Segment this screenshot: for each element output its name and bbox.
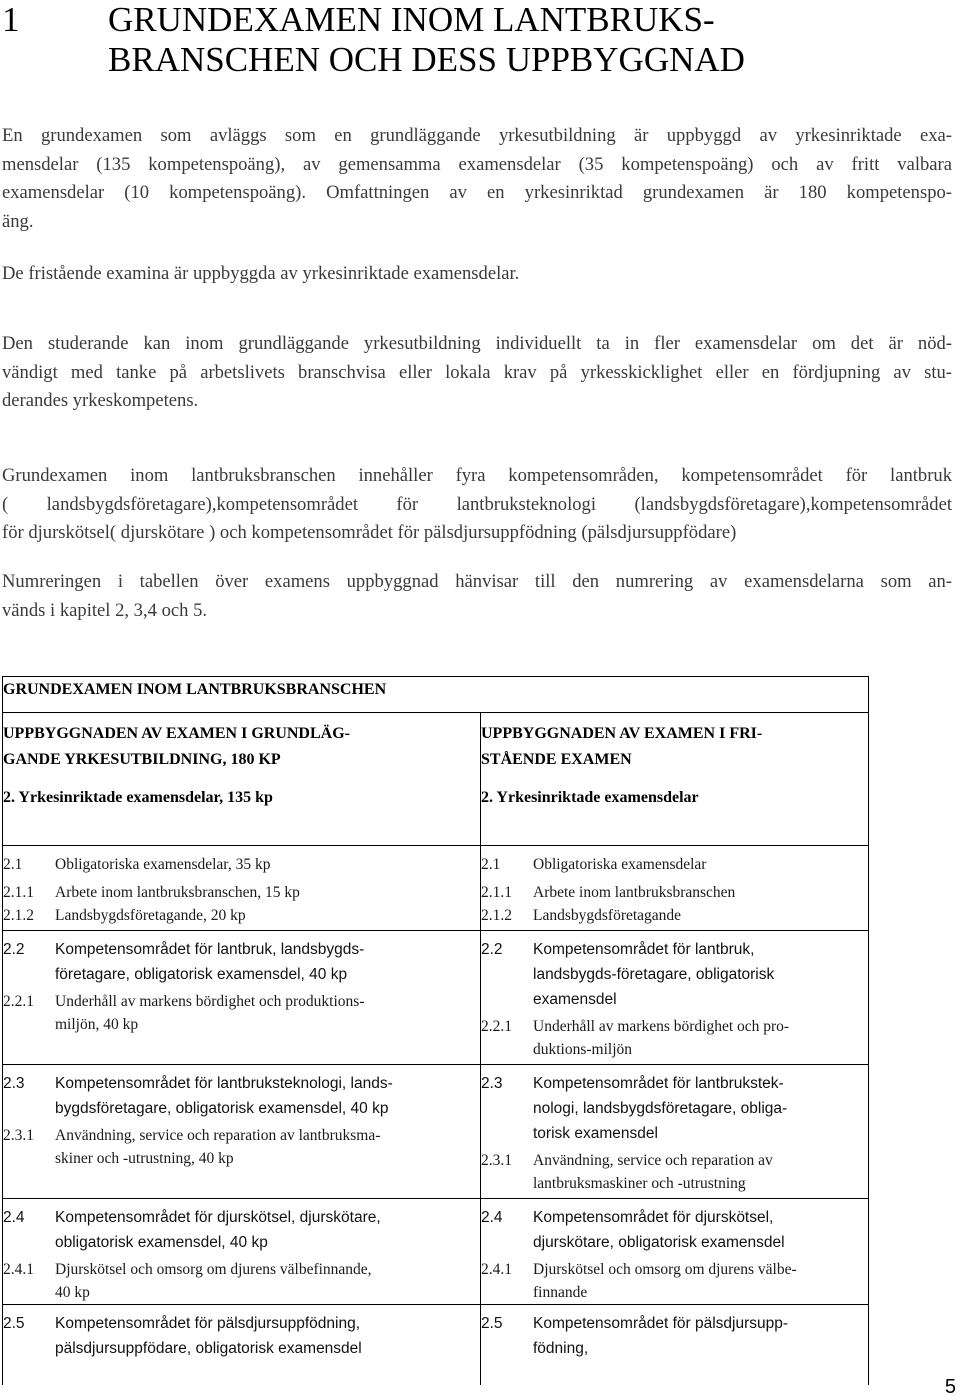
left-section-2-1 bbox=[3, 846, 481, 931]
item-text bbox=[533, 1311, 868, 1361]
item-text bbox=[533, 937, 868, 1012]
item-text-line: företagare, obligatorisk examensdel, 40 kp bbox=[55, 966, 348, 983]
item-text: Obligatoriska examensdelar, 35 kp bbox=[55, 856, 271, 873]
chapter-number: 1 bbox=[2, 0, 20, 39]
chapter-title bbox=[108, 0, 948, 80]
item-text-line: Användning, service och reparation av lantbruksma- bbox=[55, 1127, 381, 1144]
item-text-line: Kompetensområdet för djurskötsel, bbox=[533, 1209, 774, 1226]
header-line: GANDE YRKESUTBILDNING, 180 KP bbox=[3, 751, 281, 768]
list-item bbox=[3, 1258, 480, 1304]
item-text bbox=[533, 1258, 868, 1304]
item-text: Arbete inom lantbruksbranschen bbox=[533, 884, 736, 901]
item-text-line: lantbruksmaskiner och -utrustning bbox=[533, 1175, 746, 1192]
item-text-line: nologi, landsbygdsföretagare, obliga- bbox=[533, 1100, 788, 1117]
list-item bbox=[3, 990, 480, 1036]
text-line: vänds i kapitel 2, 3,4 och 5. bbox=[2, 599, 208, 621]
item-text-line: Djurskötsel och omsorg om djurens välbefinnande, bbox=[55, 1261, 372, 1278]
list-item bbox=[481, 1149, 868, 1195]
list-item bbox=[3, 1311, 480, 1361]
text-line: Den studerande kan inom grundläggande yrkesutbildning individuellt ta in fler examensdelar om det är nöd- bbox=[2, 333, 952, 354]
text-line: äng. bbox=[2, 210, 34, 232]
item-text bbox=[55, 1258, 480, 1304]
item-number: 2.3 bbox=[481, 1075, 503, 1092]
list-item bbox=[481, 881, 868, 904]
list-item bbox=[481, 1258, 868, 1304]
item-text-line: Kompetensområdet för lantbrukstek- bbox=[533, 1075, 784, 1092]
item-number: 2.4.1 bbox=[3, 1261, 34, 1278]
header-line: UPPBYGGNADEN AV EXAMEN I GRUNDLÄG- bbox=[3, 725, 350, 742]
left-header bbox=[3, 713, 480, 773]
left-subheader: 2. Yrkesinriktade examensdelar, 135 kp bbox=[3, 789, 273, 806]
item-text-line: Djurskötsel och omsorg om djurens välbe- bbox=[533, 1261, 797, 1278]
text-line: En grundexamen som avläggs som en grundläggande yrkesutbildning är uppbyggd av yrkesinriktade exa- bbox=[2, 125, 952, 146]
right-section-2-1 bbox=[481, 846, 869, 931]
item-number: 2.2.1 bbox=[481, 1018, 512, 1035]
item-text-line: examensdel bbox=[533, 991, 617, 1008]
item-text: Landsbygdsföretagande bbox=[533, 907, 682, 924]
text-line: ( landsbygdsföretagare),kompetensområdet för lantbruksteknologi (landsbygdsföretagare),kompetensområdet bbox=[2, 493, 952, 515]
item-text-line: Kompetensområdet för pälsdjursuppfödning, bbox=[55, 1315, 361, 1332]
item-number: 2.2 bbox=[481, 941, 503, 958]
item-text-line: skiner och -utrustning, 40 kp bbox=[55, 1150, 234, 1167]
item-text-line: Underhåll av markens bördighet och produktions- bbox=[55, 993, 365, 1010]
item-text bbox=[533, 1015, 868, 1061]
list-item bbox=[3, 1071, 480, 1121]
right-section-2-5 bbox=[481, 1305, 869, 1385]
item-text-line: bygdsföretagare, obligatorisk examensdel, 40 kp bbox=[55, 1100, 389, 1117]
item-number: 2.1.2 bbox=[481, 907, 512, 924]
text-line: De fristående examina är uppbyggda av yrkesinriktade examensdelar. bbox=[2, 263, 520, 284]
item-text-line: duktions-miljön bbox=[533, 1041, 633, 1058]
item-text: Obligatoriska examensdelar bbox=[533, 856, 707, 873]
list-item bbox=[481, 1071, 868, 1146]
chapter-title-line: GRUNDEXAMEN INOM LANTBRUKS- bbox=[108, 0, 715, 39]
right-header-cell bbox=[481, 713, 869, 846]
item-number: 2.4 bbox=[3, 1209, 25, 1226]
item-text-line: Kompetensområdet för djurskötsel, djurskötare, bbox=[55, 1209, 381, 1226]
paragraph-kompetensomraden bbox=[2, 462, 952, 548]
list-item bbox=[481, 1205, 868, 1255]
list-item bbox=[3, 853, 480, 876]
item-text-line: 40 kp bbox=[55, 1284, 90, 1301]
item-text bbox=[55, 1205, 480, 1255]
right-header bbox=[481, 713, 868, 773]
left-section-2-4 bbox=[3, 1199, 481, 1305]
item-text-line: Kompetensområdet för lantbruksteknologi, lands- bbox=[55, 1075, 393, 1092]
item-text: Arbete inom lantbruksbranschen, 15 kp bbox=[55, 884, 300, 901]
item-number: 2.2.1 bbox=[3, 993, 34, 1010]
item-number: 2.1.1 bbox=[481, 884, 512, 901]
chapter-title-line: BRANSCHEN OCH DESS UPPBYGGNAD bbox=[108, 40, 745, 79]
text-line: mensdelar (135 kompetenspoäng), av gemensamma examensdelar (35 kompetenspoäng) och av fritt valbara bbox=[2, 153, 952, 175]
header-line: STÅENDE EXAMEN bbox=[481, 751, 632, 768]
item-text-line: finnande bbox=[533, 1284, 588, 1301]
header-line: UPPBYGGNADEN AV EXAMEN I FRI- bbox=[481, 725, 763, 742]
paragraph-fristaende bbox=[2, 260, 952, 289]
item-text bbox=[55, 1071, 480, 1121]
right-section-2-4 bbox=[481, 1199, 869, 1305]
item-text-line: torisk examensdel bbox=[533, 1125, 658, 1142]
item-number: 2.5 bbox=[481, 1315, 503, 1332]
item-text-line: Kompetensområdet för lantbruk, bbox=[533, 941, 755, 958]
item-number: 2.4 bbox=[481, 1209, 503, 1226]
paragraph-intro bbox=[2, 122, 952, 236]
item-text bbox=[533, 1205, 868, 1255]
page-number: 5 bbox=[944, 1376, 956, 1398]
list-item bbox=[481, 1311, 868, 1361]
item-text-line: obligatorisk examensdel, 40 kp bbox=[55, 1234, 268, 1251]
list-item bbox=[481, 937, 868, 1012]
item-text bbox=[55, 1124, 480, 1170]
item-text-line: landsbygds-företagare, obligatorisk bbox=[533, 966, 775, 983]
item-number: 2.3 bbox=[3, 1075, 25, 1092]
item-number: 2.1 bbox=[3, 856, 23, 873]
item-number: 2.1.2 bbox=[3, 907, 34, 924]
item-text bbox=[533, 1149, 868, 1195]
list-item bbox=[481, 1015, 868, 1061]
item-text-line: Användning, service och reparation av bbox=[533, 1152, 773, 1169]
list-item bbox=[3, 1124, 480, 1170]
item-number: 2.5 bbox=[3, 1315, 25, 1332]
exam-structure-table bbox=[2, 676, 869, 1385]
text-line: vändigt med tanke på arbetslivets branschvisa eller lokala krav på yrkesskicklighet eller en fördjupning av stu- bbox=[2, 361, 952, 383]
item-number: 2.4.1 bbox=[481, 1261, 512, 1278]
left-section-2-5 bbox=[3, 1305, 481, 1385]
item-text bbox=[55, 990, 480, 1036]
list-item bbox=[3, 881, 480, 904]
text-line: Numreringen i tabellen över examens uppbyggnad hänvisar till den numrering av examensdelarna som an- bbox=[2, 571, 952, 592]
text-line: derandes yrkeskompetens. bbox=[2, 390, 199, 411]
item-text-line: djurskötare, obligatorisk examensdel bbox=[533, 1234, 785, 1251]
left-header-cell bbox=[3, 713, 481, 846]
paragraph-numrering bbox=[2, 568, 952, 625]
item-text bbox=[533, 1071, 868, 1146]
list-item bbox=[3, 937, 480, 987]
item-text-line: pälsdjursuppfödare, obligatorisk examensdel bbox=[55, 1340, 362, 1357]
item-number: 2.1 bbox=[481, 856, 501, 873]
item-text-line: födning, bbox=[533, 1340, 589, 1357]
item-text-line: miljön, 40 kp bbox=[55, 1016, 139, 1033]
item-text: Landsbygdsföretagande, 20 kp bbox=[55, 907, 246, 924]
item-number: 2.1.1 bbox=[3, 884, 34, 901]
list-item bbox=[3, 1205, 480, 1255]
item-text-line: Underhåll av markens bördighet och pro- bbox=[533, 1018, 790, 1035]
right-section-2-3 bbox=[481, 1065, 869, 1199]
right-subheader: 2. Yrkesinriktade examensdelar bbox=[481, 789, 699, 806]
paragraph-individuellt bbox=[2, 330, 952, 416]
right-section-2-2 bbox=[481, 931, 869, 1065]
item-text bbox=[55, 937, 480, 987]
item-text-line: Kompetensområdet för pälsdjursupp- bbox=[533, 1315, 789, 1332]
text-line: Grundexamen inom lantbruksbranschen innehåller fyra kompetensområden, kompetensområdet för lantbruk bbox=[2, 465, 952, 486]
item-number: 2.2 bbox=[3, 941, 25, 958]
left-section-2-2 bbox=[3, 931, 481, 1065]
list-item bbox=[481, 853, 868, 876]
item-text-line: Kompetensområdet för lantbruk, landsbygds- bbox=[55, 941, 365, 958]
left-section-2-3 bbox=[3, 1065, 481, 1199]
text-line: för djurskötsel( djurskötare ) och kompetensområdet för pälsdjursuppfödning (pälsdjursuppfödare) bbox=[2, 522, 737, 543]
item-number: 2.3.1 bbox=[3, 1127, 34, 1144]
list-item bbox=[3, 904, 480, 927]
list-item bbox=[481, 904, 868, 927]
text-line: examensdelar (10 kompetenspoäng). Omfattningen av en yrkesinriktad grundexamen är 180 kompetenspo- bbox=[2, 182, 952, 203]
item-number: 2.3.1 bbox=[481, 1152, 512, 1169]
item-text bbox=[55, 1311, 480, 1361]
table-title: GRUNDEXAMEN INOM LANTBRUKSBRANSCHEN bbox=[3, 677, 869, 713]
